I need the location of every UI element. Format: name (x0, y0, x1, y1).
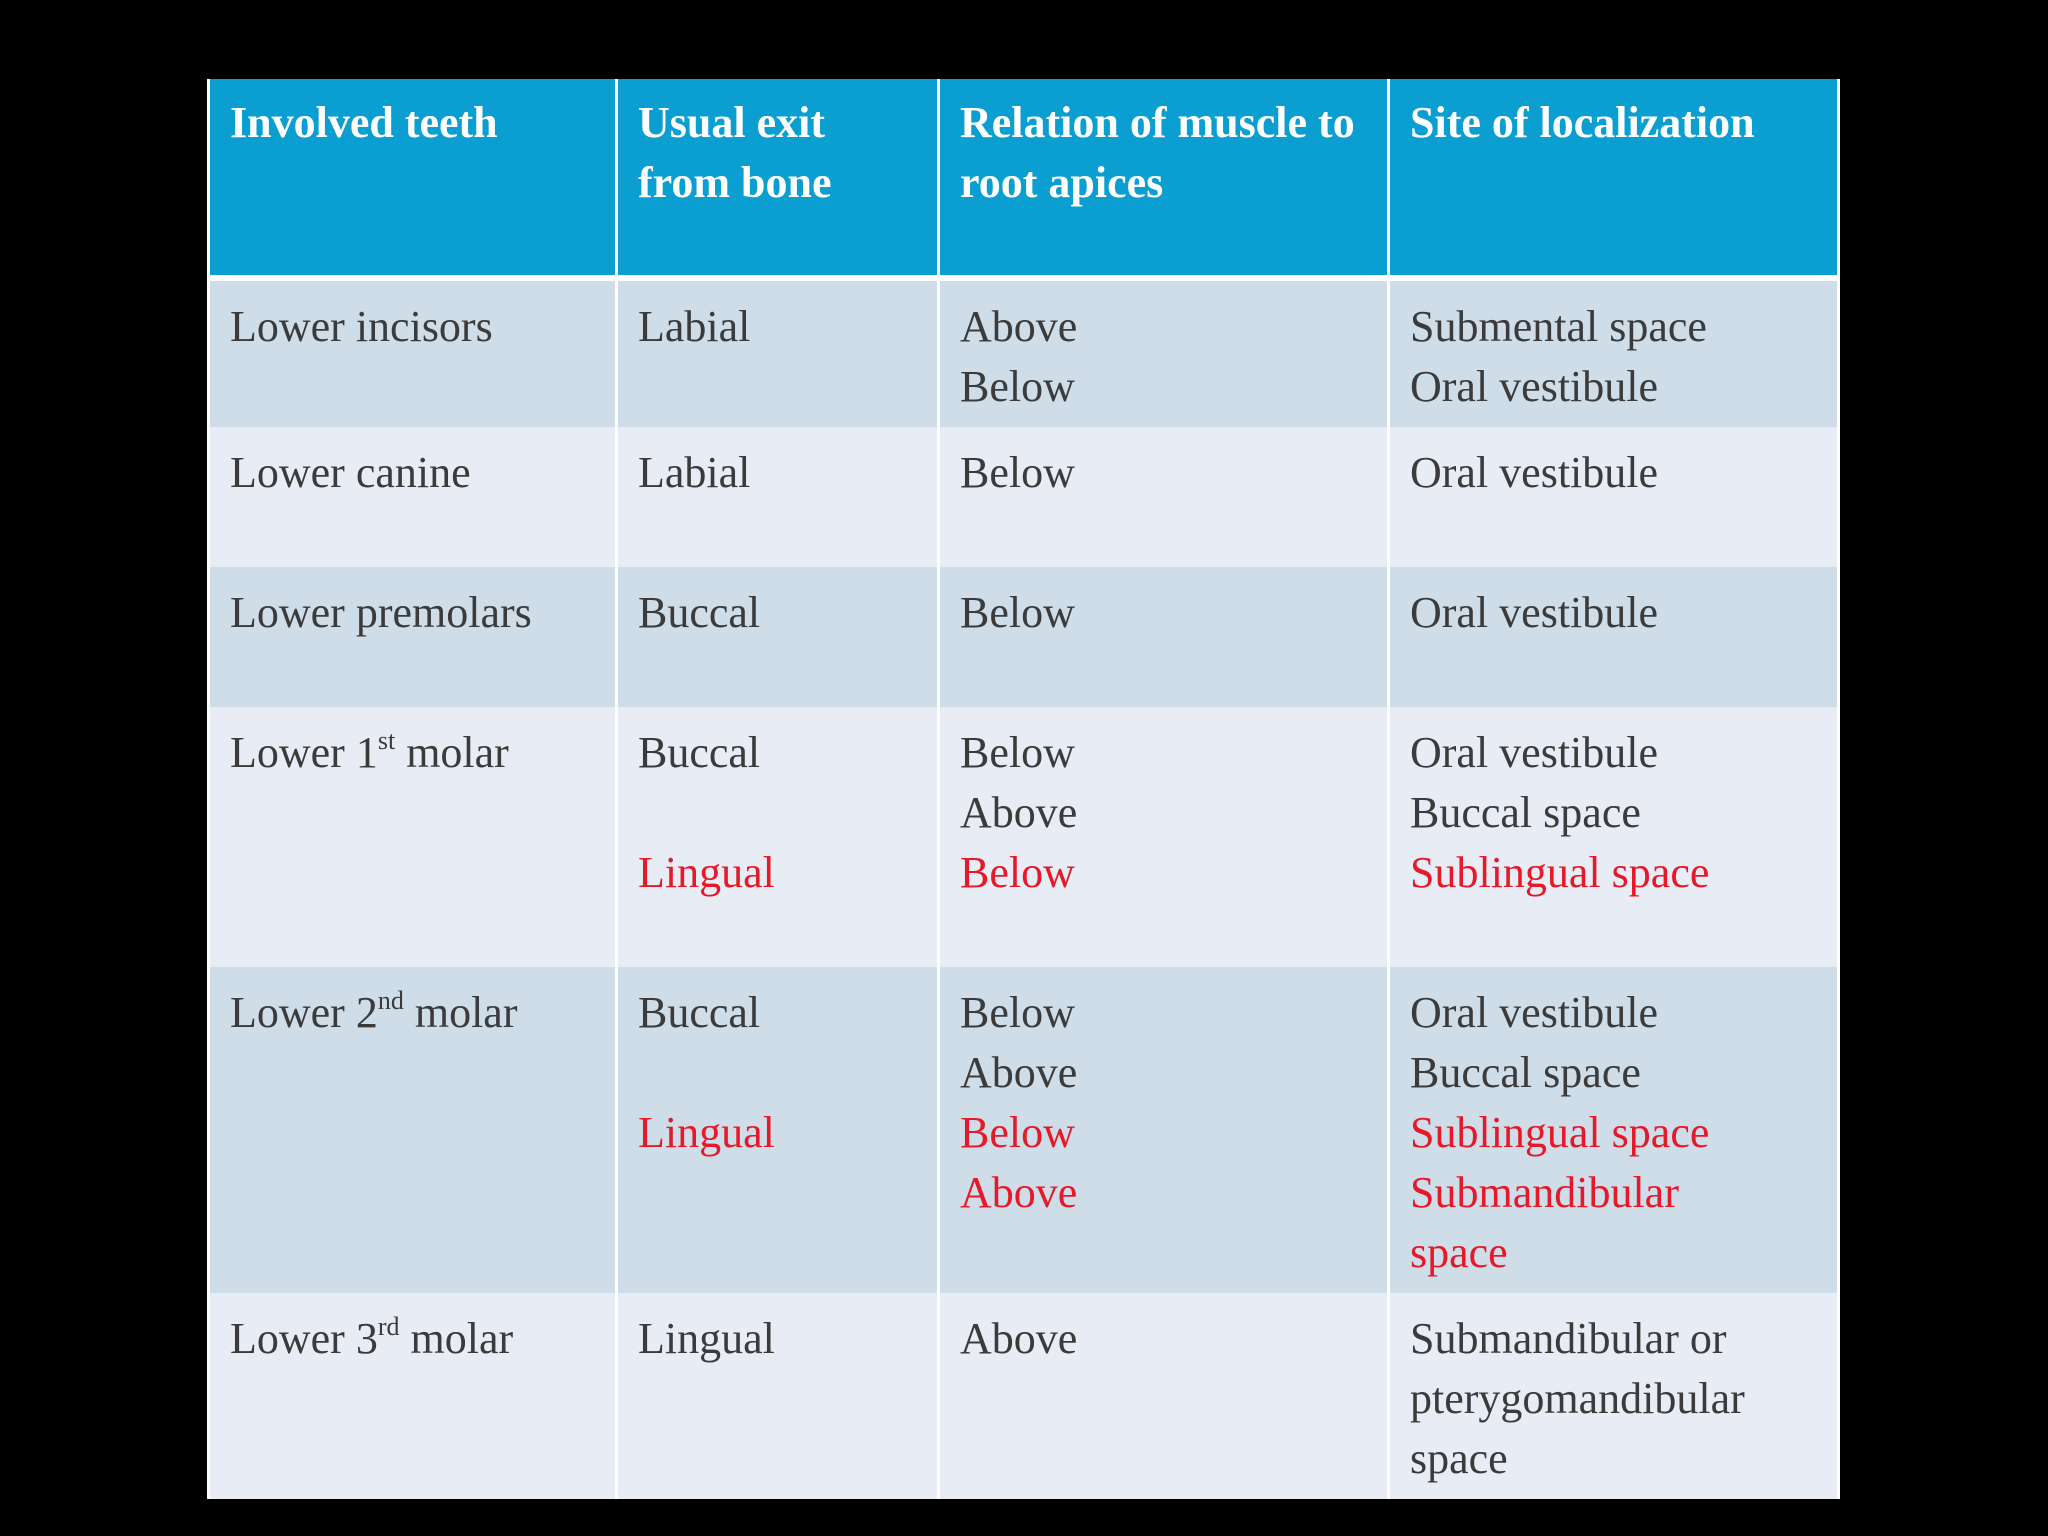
cell-site (1389, 567, 1839, 707)
cell-teeth: Lower premolars (209, 567, 617, 707)
cell-teeth: Lower incisors (209, 278, 617, 427)
cell-site (1389, 707, 1839, 967)
slide-table-container (207, 79, 1837, 1499)
relation-line: Above (960, 788, 1078, 837)
relation-line-highlight: Above (960, 1168, 1078, 1217)
cell-relation (939, 427, 1389, 567)
teeth-suffix: molar (395, 728, 509, 777)
relation-line: Below (960, 728, 1075, 777)
cell-teeth (209, 707, 617, 967)
relation-line: Above (960, 1314, 1078, 1363)
site-line: Submandibular or (1410, 1314, 1727, 1363)
cell-exit: Labial (617, 427, 939, 567)
relation-line-highlight: Below (960, 848, 1075, 897)
relation-line: Below (960, 362, 1075, 411)
table-row (209, 707, 1839, 967)
cell-site (1389, 427, 1839, 567)
cell-relation (939, 707, 1389, 967)
site-line: Buccal space (1410, 788, 1641, 837)
site-line: space (1410, 1434, 1508, 1483)
teeth-suffix: molar (399, 1314, 514, 1363)
cell-relation (939, 1293, 1389, 1499)
exit-line: Buccal (638, 988, 761, 1037)
relation-line: Below (960, 588, 1075, 637)
header-muscle-relation: Relation of muscle to root apices (939, 79, 1389, 278)
relation-line: Above (960, 1048, 1078, 1097)
site-line: Oral vestibule (1410, 588, 1659, 637)
site-line: Oral vestibule (1410, 988, 1659, 1037)
site-line: Buccal space (1410, 1048, 1641, 1097)
table-row (209, 967, 1839, 1293)
site-line: Oral vestibule (1410, 362, 1659, 411)
table-row (209, 1293, 1839, 1499)
table-row (209, 278, 1839, 427)
cell-exit (617, 967, 939, 1293)
site-line-highlight: Submandibular (1410, 1168, 1679, 1217)
header-involved-teeth: Involved teeth (209, 79, 617, 278)
cell-exit: Buccal (617, 567, 939, 707)
cell-teeth (209, 967, 617, 1293)
teeth-prefix: Lower 2 (230, 988, 378, 1037)
exit-line-highlight: Lingual (638, 848, 775, 897)
cell-teeth (209, 1293, 617, 1499)
header-usual-exit: Usual exit from bone (617, 79, 939, 278)
cell-site (1389, 1293, 1839, 1499)
site-line: Oral vestibule (1410, 728, 1659, 777)
teeth-ordinal: nd (377, 986, 404, 1015)
cell-relation (939, 967, 1389, 1293)
relation-line: Below (960, 448, 1075, 497)
teeth-suffix: molar (403, 988, 518, 1037)
cell-exit: Labial (617, 278, 939, 427)
site-line-highlight: Sublingual space (1410, 848, 1710, 897)
cell-relation (939, 567, 1389, 707)
exit-line: Buccal (638, 728, 761, 777)
cell-relation (939, 278, 1389, 427)
site-line: pterygomandibular (1410, 1374, 1745, 1423)
site-line-highlight: Sublingual space (1410, 1108, 1710, 1157)
relation-line: Above (960, 302, 1078, 351)
table-header-row (209, 79, 1839, 278)
cell-exit: Lingual (617, 1293, 939, 1499)
site-line: Oral vestibule (1410, 448, 1659, 497)
teeth-ordinal: st (377, 726, 396, 755)
relation-line-highlight: Below (960, 1108, 1075, 1157)
table-row (209, 567, 1839, 707)
exit-line-highlight: Lingual (638, 1108, 775, 1157)
teeth-ordinal: rd (377, 1312, 400, 1341)
odontogenic-infection-table (207, 79, 1840, 1499)
cell-teeth: Lower canine (209, 427, 617, 567)
site-line-highlight: space (1410, 1228, 1508, 1277)
header-site-localization: Site of localization (1389, 79, 1839, 278)
table-row (209, 427, 1839, 567)
relation-line: Below (960, 988, 1075, 1037)
cell-exit (617, 707, 939, 967)
teeth-prefix: Lower 1 (230, 728, 378, 777)
cell-site (1389, 278, 1839, 427)
teeth-prefix: Lower 3 (230, 1314, 378, 1363)
site-line: Submental space (1410, 302, 1707, 351)
cell-site (1389, 967, 1839, 1293)
